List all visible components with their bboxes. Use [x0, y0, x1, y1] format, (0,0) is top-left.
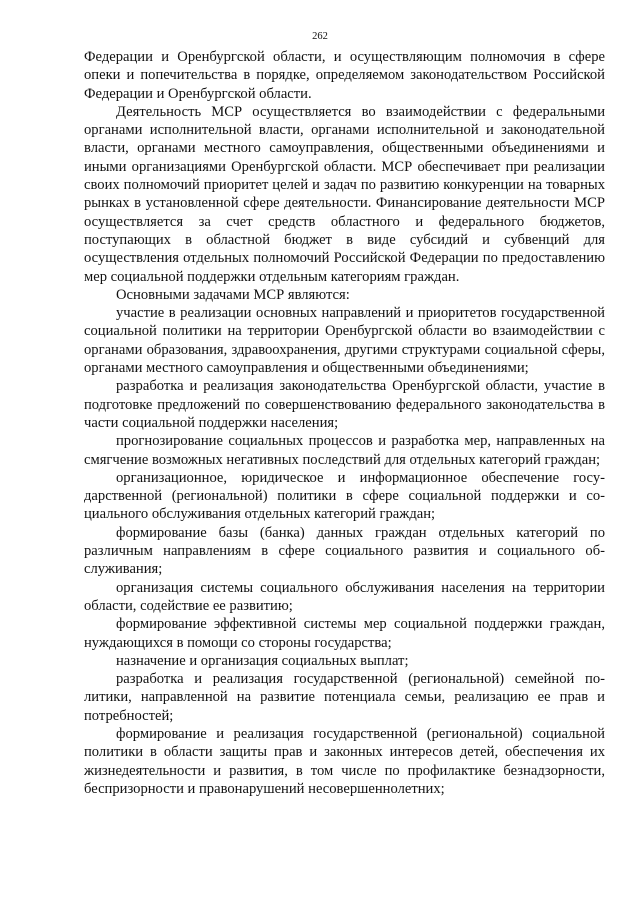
- task-item: формирование эффективной системы мер социальной поддержки граждан, нуждающихся в помощи со стороны государства;: [84, 616, 605, 651]
- task-item: разработка и реализация законодательства Оренбургской области, участие в подготовке предложений по совершенствованию федерального законодательства в части социальной поддержки населения;: [84, 378, 605, 431]
- task-item: участие в реализации основных направлений и приоритетов государственной социальной политики на территории Оренбургской области во взаимодействии с органами образования, здравоохранения, другими структурами социальной сферы, органами местного самоуправления и общественными объединениями;: [84, 305, 605, 377]
- task-item: формирование и реализация государственной (региональной) социальной политики в области защиты прав и законных интересов детей, обеспечения их жизнедеятельности и развития, в том числе по профилактике безнадзорности, беспризорности и правонарушений несовершеннолетних;: [84, 725, 605, 797]
- paragraph-activity: Деятельность МСР осуществляется во взаимодействии с федеральными органами исполнительной власти, органами исполнительной и законодательной власти, органами местного самоуправления, общественными объединениями и иными организациями Оренбургской области. МСР обеспечивает при реализации своих полномочий приоритет целей и задач по развитию конкуренции на товарных рынках в установленной сфере деятельности. Финансирование деятельности МСР осуществляется за счет средств областного и федерального бюджетов, поступающих в областной бюджет в виде субсидий и субвенций для осуществления отдельных полномочий Российской Федерации по предоставлению мер социальной поддержки отдельным категориям граждан.: [84, 103, 605, 285]
- task-item: формирование базы (банка) данных граждан отдельных категорий по различным направлениям в сфере социального развития и социального обслуживания;: [84, 524, 605, 578]
- task-item: организационное, юридическое и информационное обеспечение государственной (региональной) политики в сфере социальной поддержки и социального обслуживания отдельных категорий граждан;: [84, 469, 605, 523]
- task-item: разработка и реализация государственной (региональной) семейной политики, направленной на развитие потенциала семьи, реализацию ее прав и потребностей;: [84, 671, 605, 724]
- paragraph-tasks-intro: Основными задачами МСР являются:: [116, 286, 350, 303]
- task-item: прогнозирование социальных процессов и разработка мер, направленных на смягчение возможных негативных последствий для отдельных категорий граждан;: [84, 433, 605, 468]
- page-number: 262: [312, 31, 328, 42]
- task-item: назначение и организация социальных выплат;: [116, 652, 409, 669]
- paragraph-continuation: Федерации и Оренбургской области, и осуществляющим полномочия в сфере опеки и попечительства в порядке, определяемом законодательством Российской Федерации и Оренбургской области.: [84, 49, 605, 102]
- body-text: [84, 48, 605, 798]
- task-item: организация системы социального обслуживания населения на территории области, содействие ее развитию;: [84, 579, 605, 614]
